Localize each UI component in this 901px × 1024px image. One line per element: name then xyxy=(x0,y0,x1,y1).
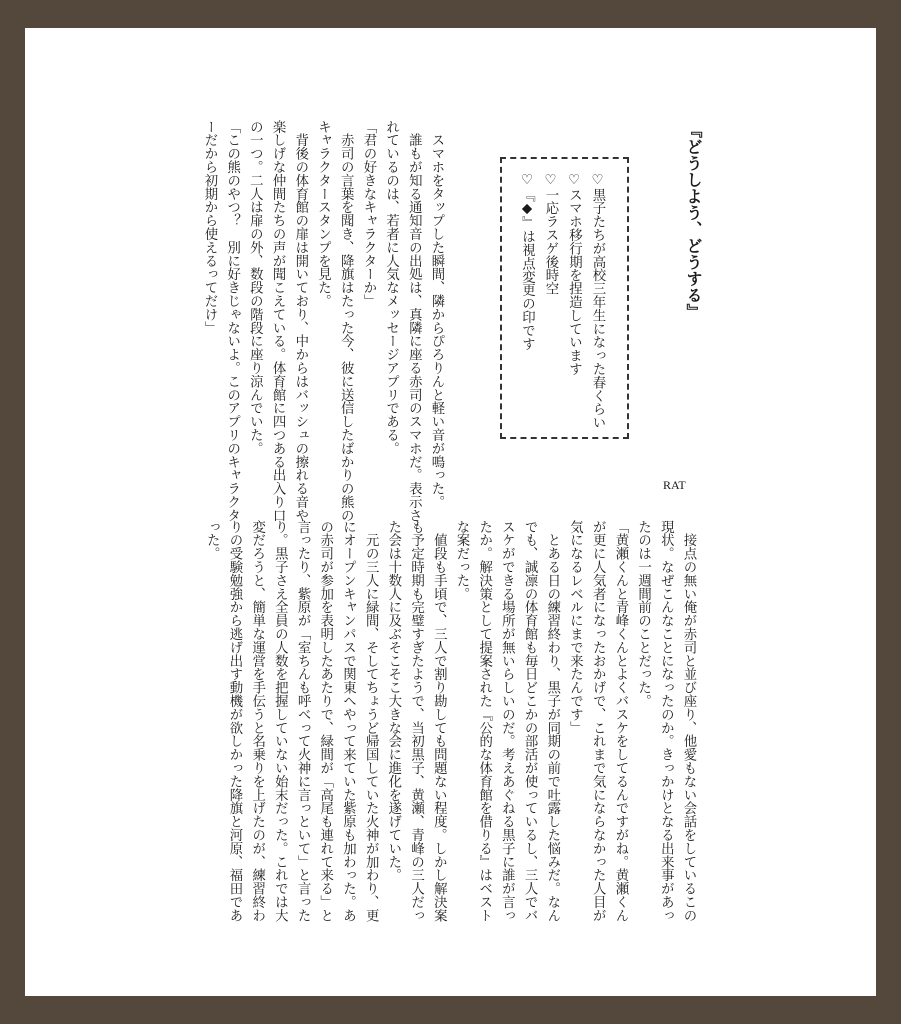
note-line: ♡スマホ移行期を捏造しています xyxy=(566,173,582,376)
text-line: も予定時期も完璧すぎたようで、当初黒子、黄瀬、青峰の三人だっ xyxy=(408,520,424,922)
body-text-upper xyxy=(197,120,447,522)
text-line: の一つ。二人は扉の外、数段の階段に座り涼んでいた。 xyxy=(247,120,263,455)
text-line: スケができる場所が無いらしいのだ。考えあぐねる黒子に誰が言っ xyxy=(499,520,515,922)
text-line: 気になるレベルにまで来たんです」 xyxy=(567,520,583,735)
text-line: 背後の体育館の扉は開いており、中からはバッシュの擦れる音や xyxy=(292,120,308,522)
text-line: 誰もが知る通知音の出処は、真隣に座る赤司のスマホだ。表示さ xyxy=(406,120,422,522)
text-line: 赤司の言葉を聞き、降旗はたった今、彼に送信したばかりの熊の xyxy=(338,120,354,522)
text-line: でも、誠凛の体育館も毎日どこかの部活が使っているし、三人でバ xyxy=(522,520,538,922)
text-line: たのは一週間前のことだった。 xyxy=(635,520,651,708)
text-line: 値段も手頃で、三人で割り勘しても問題ない程度。しかし解決案 xyxy=(431,520,447,922)
text-line: キャラクタースタンプを見た。 xyxy=(315,120,331,308)
text-line: りの受験勉強から逃げ出す動機が欲しかった降旗と河原、福田であ xyxy=(226,520,242,922)
text-line: スマホをタップした瞬間、隣からぴろりんと軽い音が鳴った。 xyxy=(429,120,444,509)
text-line: 元の三人に緑間、そしてちょうど帰国していた火神が加わり、更 xyxy=(363,520,379,922)
notes-box xyxy=(500,157,629,439)
text-line: の赤司が参加を表明したあたりで、緑間が「高尾も連れて来る」と xyxy=(317,520,333,922)
text-line: ーだから初期から使えるってだけ」 xyxy=(201,120,217,335)
text-line: 「黄瀬くんと青峰くんとよくバスケをしてるんですがね。黄瀬くん xyxy=(612,520,628,922)
note-line: ♡黒子たちが高校三年生になった春くらい xyxy=(590,173,605,430)
note-line: ♡『◆』は視点変更の印です xyxy=(519,173,535,351)
text-line: な案だった。 xyxy=(453,520,469,601)
text-line: 接点の無い俺が赤司と並び座り、他愛もない会話をしているこの xyxy=(681,520,696,922)
text-line: 変だろうと、簡単な運営を手伝うと名乗りを上げたのが、練習終わ xyxy=(249,520,265,922)
text-line: 「君の好きなキャラクターか」 xyxy=(360,120,376,308)
text-line: 現状。なぜこんなことになったのか。きっかけとなる出来事があっ xyxy=(658,520,674,922)
text-line: 楽しげな仲間たちの声が聞こえている。体育館に四つある出入り口 xyxy=(270,120,286,522)
text-line: とある日の練習終わり、黒子が同期の前で吐露した悩みだ。なん xyxy=(544,520,560,922)
story-title: 『どうしよう、どうする』 xyxy=(684,122,703,320)
text-line: たか。解決策として提案された『公的な体育館を借りる』はベスト xyxy=(476,520,492,922)
author-name: RAT xyxy=(663,478,686,492)
text-line: り。黒子さえ全員の人数を把握していない始末だった。これでは大 xyxy=(272,520,288,922)
text-line: が更に人気者になったおかげで、これまで気にならなかった人目が xyxy=(590,520,606,922)
notes-list xyxy=(515,173,609,429)
text-line: った。 xyxy=(204,520,220,561)
text-line: れているのは、若者に人気なメッセージアプリである。 xyxy=(383,120,399,455)
note-line: ♡一応ラスゲ後時空 xyxy=(543,173,558,296)
text-line: た会は十数人に及ぶそこそこ大きな会に進化を遂げていた。 xyxy=(385,520,401,882)
body-text-lower xyxy=(200,520,699,922)
text-line: 言ったり、紫原が「室ちんも呼べって火神に言っといて」と言った xyxy=(295,520,311,922)
text-line: にオープンキャンパスで関東へやって来ていた紫原も加わった。あ xyxy=(340,520,356,922)
text-line: 「この熊のやつ？ 別に好きじゃないよ。このアプリのキャラクタ xyxy=(224,120,240,522)
